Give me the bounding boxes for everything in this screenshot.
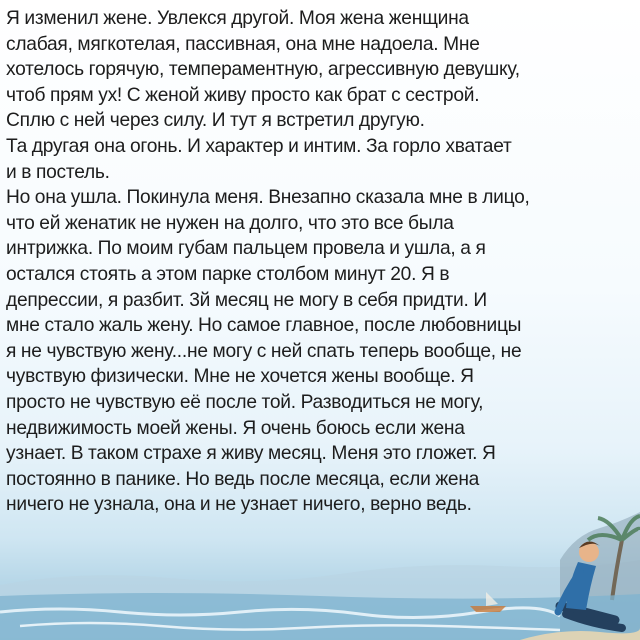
story-line: остался стоять а этом парке столбом минут 20. Я в: [6, 263, 450, 285]
story-line: хотелось горячую, темпераментную, агрессивную девушку,: [6, 59, 520, 81]
story-line: интрижка. По моим губам пальцем провела и ушла, а я: [6, 238, 486, 260]
story-line: просто не чувствую её после той. Разводиться не могу,: [6, 391, 484, 413]
sea-water: [0, 593, 640, 640]
story-line: недвижимость моей жены. Я очень боюсь если жена: [6, 417, 465, 439]
story-line: Я изменил жене. Увлекся другой. Моя жена женщина: [6, 8, 469, 29]
story-line: что ей женатик не нужен на долго, что это все была: [6, 212, 454, 234]
story-line: постоянно в панике. Но ведь после месяца, если жена: [6, 468, 480, 490]
story-line: Сплю с ней через силу. И тут я встретил другую.: [6, 110, 425, 132]
story-line: узнает. В таком страхе я живу месяц. Меня это гложет. Я: [6, 443, 496, 465]
story-line: чтоб прям ух! С женой живу просто как брат с сестрой.: [6, 84, 480, 106]
story-line: Но она ушла. Покинула меня. Внезапно сказала мне в лицо,: [6, 187, 530, 209]
story-line: Та другая она огонь. И характер и интим. За горло хватает: [6, 135, 512, 157]
story-text: [6, 6, 636, 518]
story-line: слабая, мягкотелая, пассивная, она мне надоела. Мне: [6, 33, 480, 55]
story-line: чувствую физически. Мне не хочется жены вообще. Я: [6, 366, 474, 388]
story-line: и в постель.: [6, 161, 110, 183]
story-line: я не чувствую жену...не могу с ней спать теперь вообще, не: [6, 340, 522, 362]
story-line: мне стало жаль жену. Но самое главное, после любовницы: [6, 315, 522, 337]
story-line: ничего не узнала, она и не узнает ничего, верно ведь.: [6, 494, 472, 516]
story-line: депрессии, я разбит. 3й месяц не могу в себя придти. И: [6, 289, 487, 311]
